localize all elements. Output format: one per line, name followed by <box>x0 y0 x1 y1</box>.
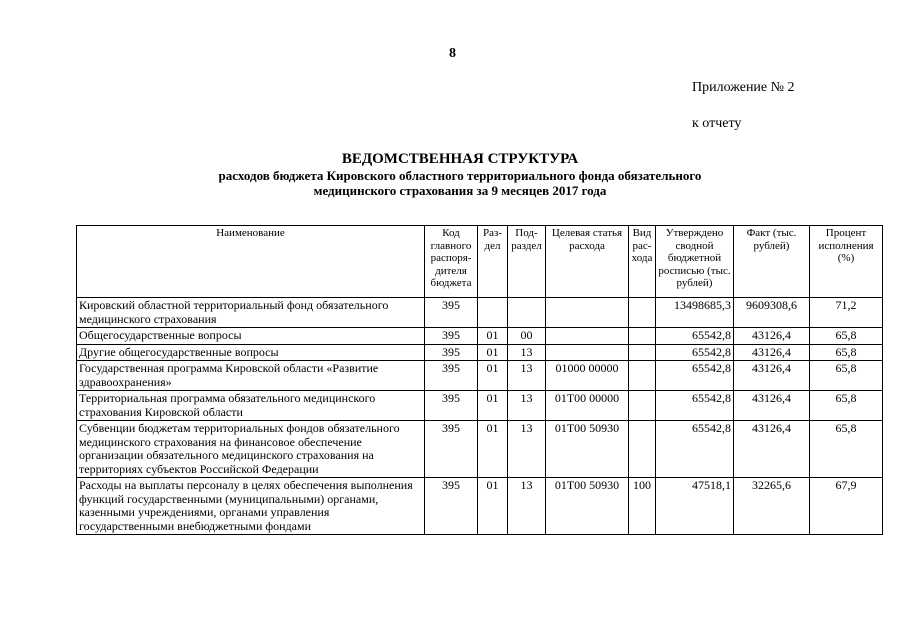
cell-percent: 71,2 <box>810 298 883 328</box>
page-number: 8 <box>449 46 456 61</box>
cell-type <box>629 421 656 478</box>
cell-section: 01 <box>478 391 508 421</box>
cell-code: 395 <box>425 298 478 328</box>
cell-section: 01 <box>478 328 508 345</box>
cell-target: 01Т00 50930 <box>546 478 629 535</box>
cell-approved: 13498685,3 <box>656 298 734 328</box>
table-row <box>77 391 883 421</box>
cell-fact: 43126,4 <box>734 344 810 361</box>
header-type: Вид рас-хода <box>629 226 656 298</box>
header-section: Раз-дел <box>478 226 508 298</box>
cell-subsection: 13 <box>508 344 546 361</box>
cell-name: Расходы на выплаты персоналу в целях обеспечения выполнения функций государственными (муниципальными) органами, казенными учреждениями, органами управления государственными внебюджетными фондами <box>77 478 425 535</box>
annex-label: Приложение № 2 <box>692 80 795 95</box>
cell-percent: 65,8 <box>810 421 883 478</box>
cell-percent: 65,8 <box>810 344 883 361</box>
document-subtitle-line1: расходов бюджета Кировского областного территориального фонда обязательного <box>218 168 702 183</box>
cell-approved: 65542,8 <box>656 421 734 478</box>
cell-type <box>629 391 656 421</box>
cell-type <box>629 344 656 361</box>
cell-code: 395 <box>425 421 478 478</box>
header-code: Код главного распоря-дителя бюджета <box>425 226 478 298</box>
header-name: Наименование <box>77 226 425 298</box>
cell-fact: 32265,6 <box>734 478 810 535</box>
cell-approved: 47518,1 <box>656 478 734 535</box>
cell-subsection: 13 <box>508 478 546 535</box>
cell-subsection: 13 <box>508 361 546 391</box>
cell-type <box>629 328 656 345</box>
cell-code: 395 <box>425 478 478 535</box>
cell-name: Территориальная программа обязательного медицинского страхования Кировской области <box>77 391 425 421</box>
document-subtitle-line2: медицинского страхования за 9 месяцев 2017 года <box>313 183 607 198</box>
cell-target: 01000 00000 <box>546 361 629 391</box>
cell-section: 01 <box>478 478 508 535</box>
cell-target <box>546 298 629 328</box>
cell-fact: 43126,4 <box>734 328 810 345</box>
cell-percent: 67,9 <box>810 478 883 535</box>
cell-approved: 65542,8 <box>656 344 734 361</box>
table-row <box>77 298 883 328</box>
cell-fact: 43126,4 <box>734 391 810 421</box>
cell-code: 395 <box>425 391 478 421</box>
cell-target: 01Т00 50930 <box>546 421 629 478</box>
cell-fact: 43126,4 <box>734 361 810 391</box>
expenditure-table <box>76 225 883 535</box>
cell-percent: 65,8 <box>810 361 883 391</box>
cell-fact: 9609308,6 <box>734 298 810 328</box>
cell-code: 395 <box>425 344 478 361</box>
cell-type <box>629 361 656 391</box>
table-row <box>77 478 883 535</box>
cell-code: 395 <box>425 328 478 345</box>
cell-type <box>629 298 656 328</box>
header-percent: Процент исполнения (%) <box>810 226 883 298</box>
header-fact: Факт (тыс. рублей) <box>734 226 810 298</box>
cell-approved: 65542,8 <box>656 391 734 421</box>
cell-section: 01 <box>478 361 508 391</box>
cell-approved: 65542,8 <box>656 328 734 345</box>
cell-name: Общегосударственные вопросы <box>77 328 425 345</box>
cell-percent: 65,8 <box>810 328 883 345</box>
table-row <box>77 421 883 478</box>
cell-name: Государственная программа Кировской области «Развитие здравоохранения» <box>77 361 425 391</box>
cell-type: 100 <box>629 478 656 535</box>
cell-code: 395 <box>425 361 478 391</box>
cell-name: Другие общегосударственные вопросы <box>77 344 425 361</box>
table-row <box>77 344 883 361</box>
cell-section <box>478 298 508 328</box>
document-title: ВЕДОМСТВЕННАЯ СТРУКТУРА <box>341 151 579 167</box>
header-target: Целевая статья расхода <box>546 226 629 298</box>
header-subsection: Под-раздел <box>508 226 546 298</box>
table-row <box>77 328 883 345</box>
cell-section: 01 <box>478 421 508 478</box>
table-row <box>77 361 883 391</box>
document-title-block <box>110 151 810 198</box>
cell-target: 01Т00 00000 <box>546 391 629 421</box>
cell-subsection: 13 <box>508 391 546 421</box>
cell-section: 01 <box>478 344 508 361</box>
cell-subsection <box>508 298 546 328</box>
cell-subsection: 00 <box>508 328 546 345</box>
cell-name: Кировский областной территориальный фонд обязательного медицинского страхования <box>77 298 425 328</box>
cell-fact: 43126,4 <box>734 421 810 478</box>
to-report-label: к отчету <box>692 116 742 131</box>
cell-percent: 65,8 <box>810 391 883 421</box>
cell-target <box>546 344 629 361</box>
cell-approved: 65542,8 <box>656 361 734 391</box>
cell-name: Субвенции бюджетам территориальных фондов обязательного медицинского страхования на финансовое обеспечение организации обязательного медицинского страхования на территориях субъектов Российской Федерации <box>77 421 425 478</box>
header-approved: Утверждено сводной бюджетной росписью (тыс. рублей) <box>656 226 734 298</box>
cell-subsection: 13 <box>508 421 546 478</box>
table-header-row <box>77 226 883 298</box>
cell-target <box>546 328 629 345</box>
